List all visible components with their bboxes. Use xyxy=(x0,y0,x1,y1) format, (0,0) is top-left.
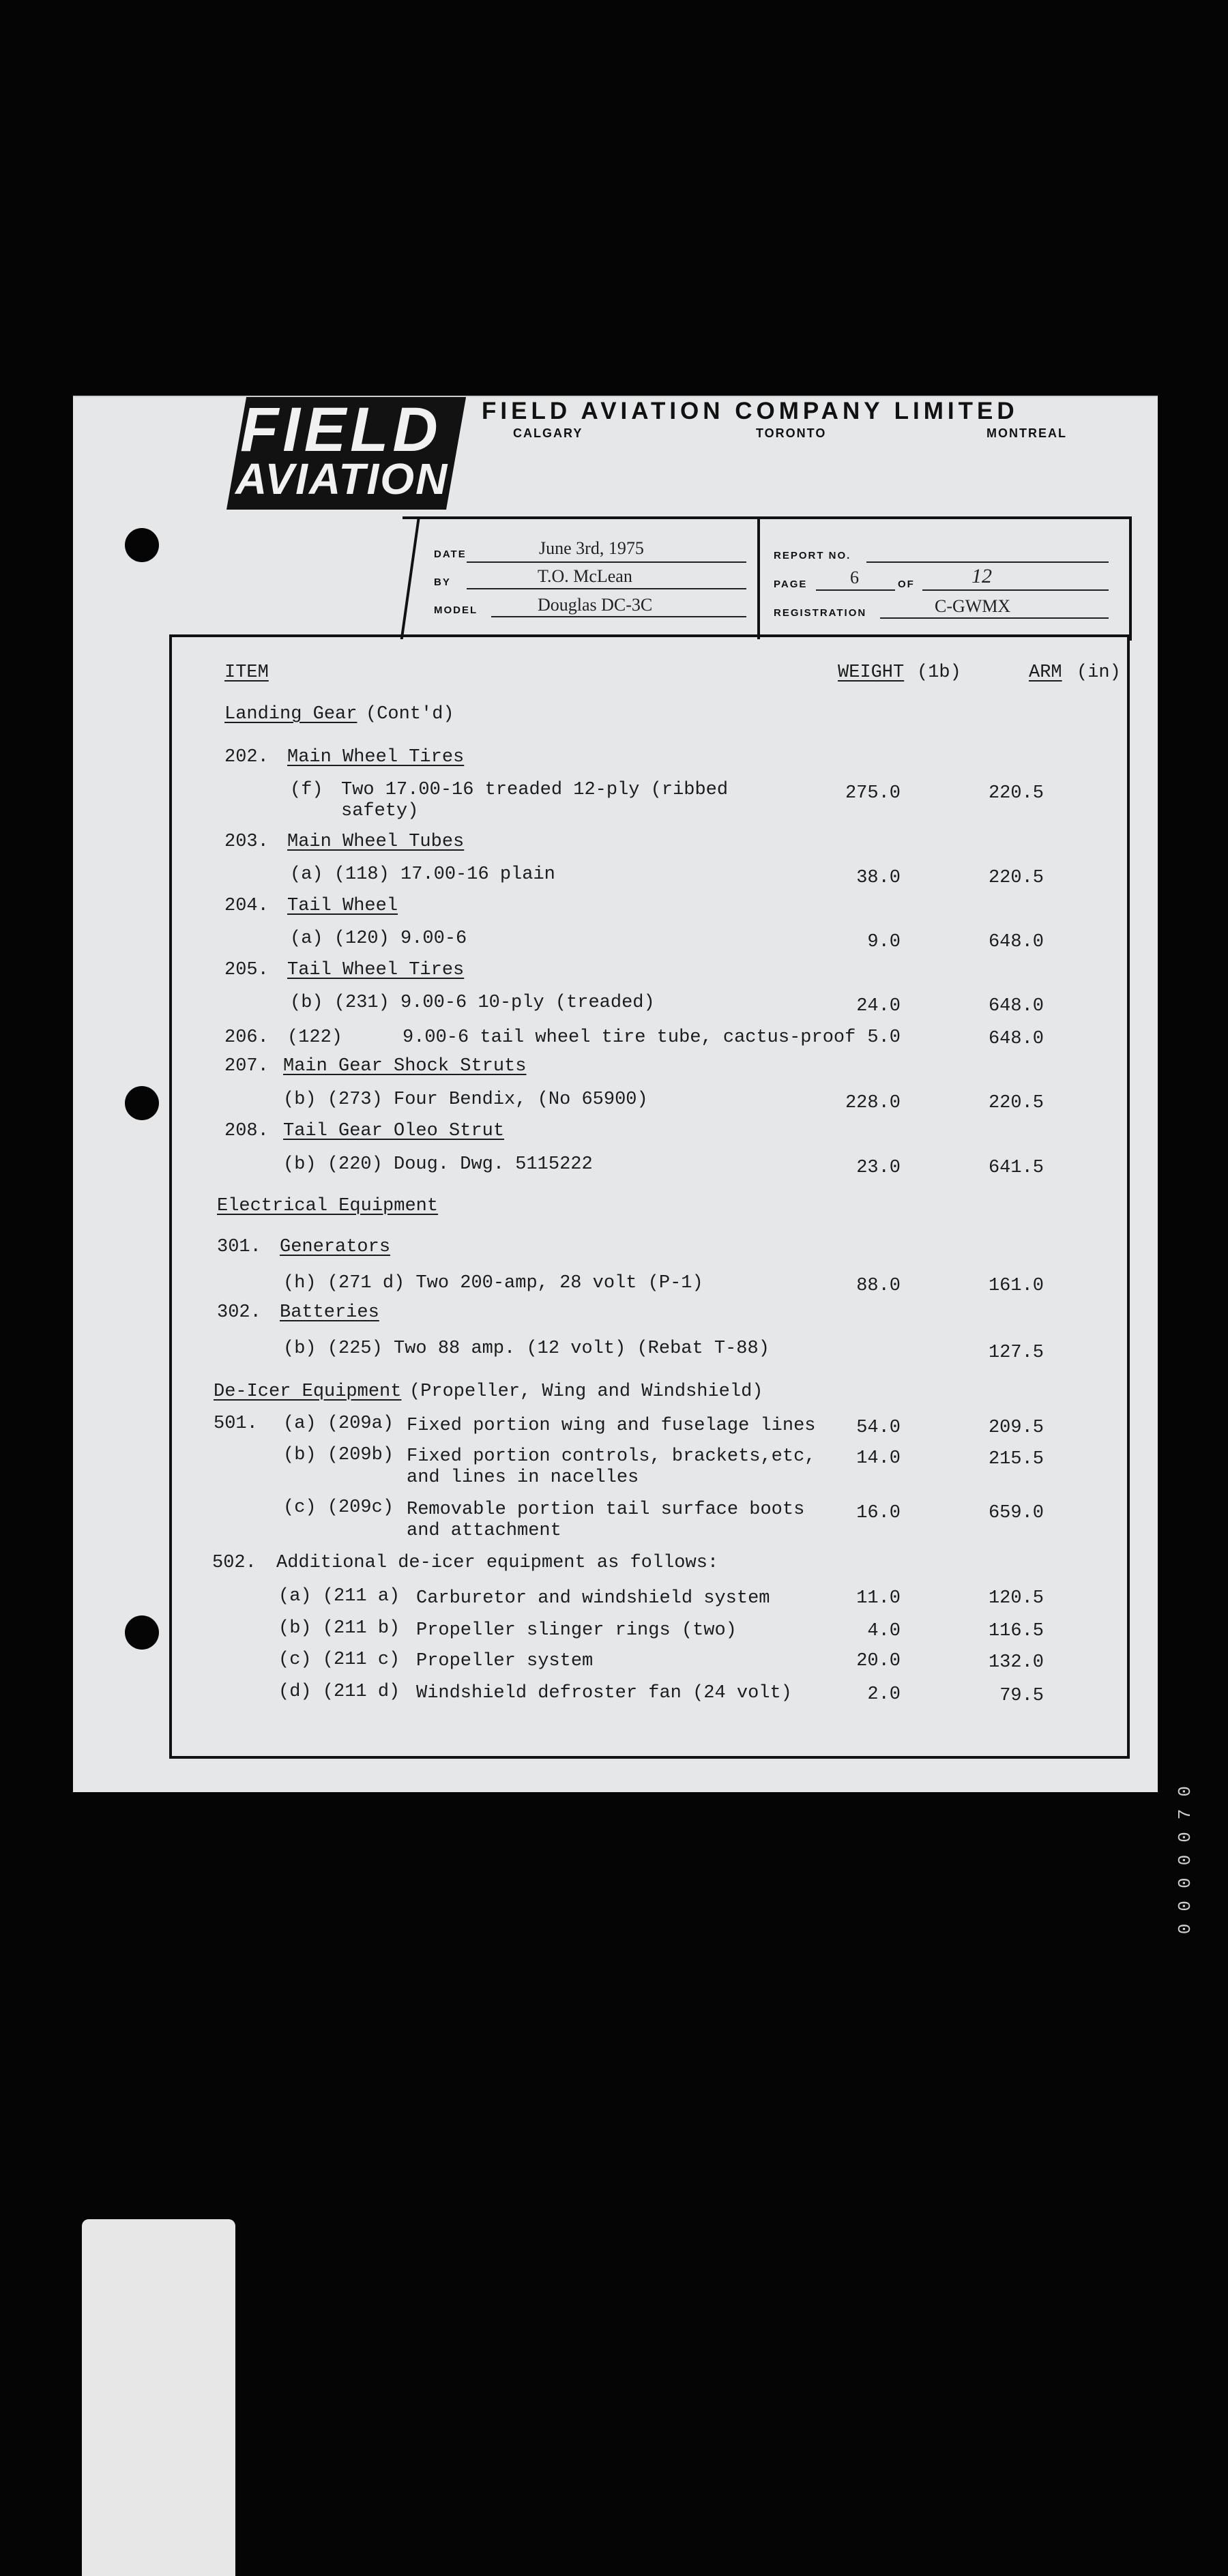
item-code: (a) (211 a) xyxy=(278,1586,400,1607)
column-header-item: ITEM xyxy=(224,662,269,683)
of-value: 12 xyxy=(971,565,992,587)
item-number: 206. xyxy=(224,1027,269,1048)
section-landing-gear-suffix: (Cont'd) xyxy=(366,704,454,724)
item-weight: 16.0 xyxy=(856,1503,901,1523)
item-arm: 79.5 xyxy=(999,1686,1044,1706)
item-description-cont: safety) xyxy=(341,801,419,821)
item-weight: 24.0 xyxy=(856,996,901,1016)
item-arm: 209.5 xyxy=(988,1418,1044,1438)
item-number: 301. xyxy=(217,1237,261,1257)
item-weight: 5.0 xyxy=(867,1027,901,1048)
item-arm: 116.5 xyxy=(988,1621,1044,1641)
item-weight: 9.0 xyxy=(867,932,901,952)
item-weight: 4.0 xyxy=(867,1621,901,1641)
by-line xyxy=(467,588,746,589)
item-title: Tail Wheel Tires xyxy=(287,960,465,980)
item-description: Windshield defroster fan (24 volt) xyxy=(416,1683,792,1703)
item-title: Batteries xyxy=(280,1302,379,1323)
binder-hole xyxy=(125,1086,159,1120)
info-box-divider xyxy=(757,516,760,639)
binder-hole xyxy=(125,1615,159,1650)
item-weight: 54.0 xyxy=(856,1418,901,1438)
item-description: (b) (231) 9.00-6 10-ply (treaded) xyxy=(290,993,655,1013)
item-description: (b) (273) Four Bendix, (No 65900) xyxy=(283,1089,648,1110)
item-number: 208. xyxy=(224,1121,269,1141)
item-number: 204. xyxy=(224,896,269,916)
item-weight: 88.0 xyxy=(856,1276,901,1296)
section-de-icer-equipment: De-Icer Equipment xyxy=(214,1381,402,1402)
report-no-line xyxy=(866,561,1109,563)
item-code: (b) (209b) xyxy=(283,1445,394,1465)
column-header-weight: WEIGHT xyxy=(838,662,905,683)
item-arm: 659.0 xyxy=(988,1503,1044,1523)
date-label: DATE xyxy=(434,548,467,560)
by-value: T.O. McLean xyxy=(538,566,632,586)
item-description: (h) (271 d) Two 200-amp, 28 volt (P-1) xyxy=(283,1273,703,1293)
item-arm: 648.0 xyxy=(988,1029,1044,1049)
item-number: 501. xyxy=(214,1414,258,1434)
item-weight: 228.0 xyxy=(845,1093,901,1113)
item-weight: 14.0 xyxy=(856,1448,901,1469)
item-arm: 120.5 xyxy=(988,1588,1044,1609)
item-number: 202. xyxy=(224,747,269,767)
item-code: (122) xyxy=(287,1027,343,1048)
item-number: 502. xyxy=(212,1553,257,1573)
date-line xyxy=(467,561,746,563)
report-no-label: REPORT NO. xyxy=(774,550,851,561)
registration-line xyxy=(880,617,1109,619)
frame-number: 0000070 xyxy=(1175,1774,1195,1935)
item-code: (c) (211 c) xyxy=(278,1650,400,1670)
item-number: 203. xyxy=(224,832,269,852)
item-arm: 215.5 xyxy=(988,1449,1044,1469)
item-description: Propeller system xyxy=(416,1651,594,1671)
film-leader-patch xyxy=(82,2219,235,2576)
model-line xyxy=(491,616,746,617)
item-weight: 275.0 xyxy=(845,783,901,804)
item-description: (b) (225) Two 88 amp. (12 volt) (Rebat T-88) xyxy=(283,1338,770,1359)
logo-word-aviation: AVIATION xyxy=(235,454,449,503)
item-description: Fixed portion wing and fuselage lines xyxy=(407,1416,816,1436)
page-value: 6 xyxy=(850,568,859,587)
item-title: Tail Gear Oleo Strut xyxy=(283,1121,505,1141)
city-montreal: MONTREAL xyxy=(986,426,1067,440)
item-description-cont: and lines in nacelles xyxy=(407,1467,639,1488)
item-description: (a) (118) 17.00-16 plain xyxy=(290,864,555,885)
company-name: FIELD AVIATION COMPANY LIMITED xyxy=(482,398,1019,424)
item-arm: 220.5 xyxy=(988,1093,1044,1113)
item-code: (b) (211 b) xyxy=(278,1618,400,1639)
item-weight: 23.0 xyxy=(856,1158,901,1178)
section-electrical-equipment: Electrical Equipment xyxy=(217,1196,439,1216)
item-description: Propeller slinger rings (two) xyxy=(416,1620,737,1641)
item-arm: 127.5 xyxy=(988,1343,1044,1363)
item-title: Additional de-icer equipment as follows: xyxy=(276,1553,719,1573)
page-label: PAGE xyxy=(774,579,808,590)
item-weight: 2.0 xyxy=(867,1684,901,1705)
item-description-cont: and attachment xyxy=(407,1521,561,1541)
city-toronto: TORONTO xyxy=(756,426,827,440)
section-landing-gear: Landing Gear xyxy=(224,704,357,724)
by-label: BY xyxy=(434,576,451,588)
item-weight: 20.0 xyxy=(856,1651,901,1671)
item-number: 207. xyxy=(224,1056,269,1077)
item-title: Tail Wheel xyxy=(287,896,398,916)
logo-word-field: FIELD xyxy=(240,395,442,465)
item-arm: 648.0 xyxy=(988,932,1044,952)
registration-value: C-GWMX xyxy=(935,596,1011,616)
column-header-arm: ARM xyxy=(1029,662,1062,683)
of-label: OF xyxy=(898,579,915,590)
item-description: (b) (220) Doug. Dwg. 5115222 xyxy=(283,1154,593,1175)
model-value: Douglas DC-3C xyxy=(538,595,653,615)
date-value: June 3rd, 1975 xyxy=(539,538,644,558)
item-arm: 132.0 xyxy=(988,1652,1044,1673)
item-description: (a) (120) 9.00-6 xyxy=(290,928,467,949)
item-title: Main Wheel Tires xyxy=(287,747,465,767)
registration-label: REGISTRATION xyxy=(774,607,867,619)
city-calgary: CALGARY xyxy=(513,426,583,440)
item-number: 302. xyxy=(217,1302,261,1323)
item-description: Two 17.00-16 treaded 12-ply (ribbed xyxy=(341,780,729,800)
report-info-box xyxy=(403,516,1132,641)
item-code: (f) xyxy=(290,780,323,800)
item-arm: 648.0 xyxy=(988,996,1044,1016)
item-title: Main Wheel Tubes xyxy=(287,832,465,852)
item-code: (d) (211 d) xyxy=(278,1682,400,1702)
model-label: MODEL xyxy=(434,604,478,616)
page-line xyxy=(816,589,895,591)
item-weight: 11.0 xyxy=(856,1588,901,1609)
item-arm: 641.5 xyxy=(988,1158,1044,1178)
item-description: Carburetor and windshield system xyxy=(416,1588,770,1609)
item-number: 205. xyxy=(224,960,269,980)
item-description: Fixed portion controls, brackets,etc, xyxy=(407,1446,816,1467)
column-header-weight-unit: (1b) xyxy=(917,662,961,683)
item-title: Generators xyxy=(280,1237,391,1257)
item-description: Removable portion tail surface boots xyxy=(407,1499,805,1520)
item-arm: 220.5 xyxy=(988,868,1044,888)
item-code: (c) (209c) xyxy=(283,1497,394,1518)
item-arm: 220.5 xyxy=(988,783,1044,804)
item-arm: 161.0 xyxy=(988,1276,1044,1296)
item-title: Main Gear Shock Struts xyxy=(283,1056,527,1077)
column-header-arm-unit: (in) xyxy=(1077,662,1121,683)
of-line xyxy=(922,589,1109,591)
item-description: 9.00-6 tail wheel tire tube, cactus-proof xyxy=(403,1027,856,1048)
item-weight: 38.0 xyxy=(856,868,901,888)
section-de-icer-suffix: (Propeller, Wing and Windshield) xyxy=(409,1381,763,1402)
binder-hole xyxy=(125,528,159,562)
item-code: (a) (209a) xyxy=(283,1414,394,1434)
